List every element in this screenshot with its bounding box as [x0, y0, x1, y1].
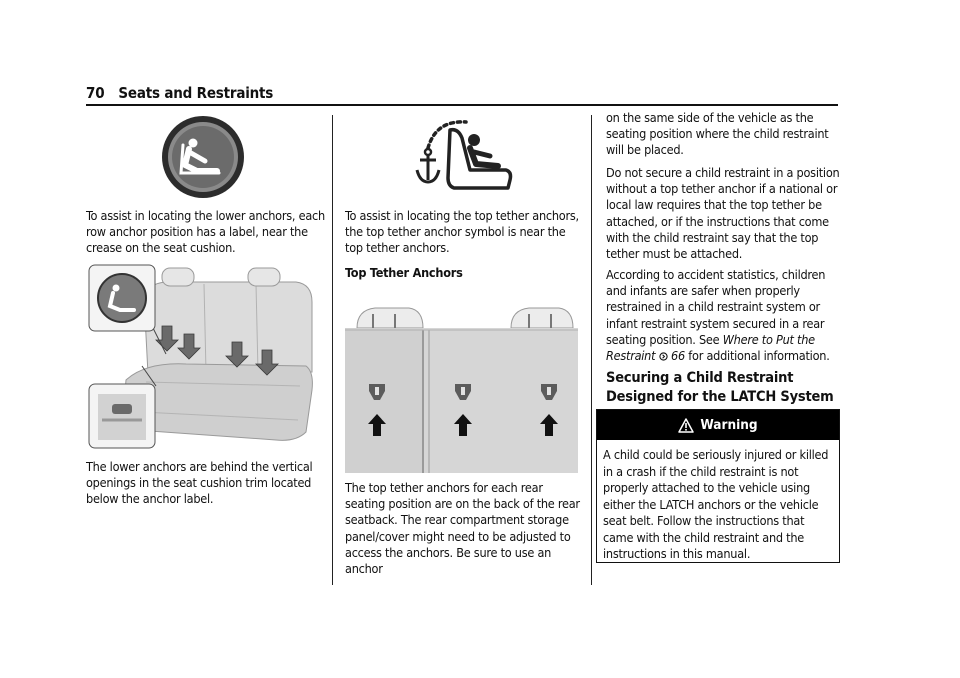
top-tether-symbol-text: To assist in locating the top tether anchors, the top tether anchor symbol is near the top tether anchors. [345, 208, 579, 256]
page-reference-number[interactable]: 66 [671, 348, 685, 364]
warning-header [597, 410, 839, 440]
warning-triangle-icon [678, 418, 694, 433]
page-header [86, 84, 273, 102]
accident-statistics-text [606, 267, 840, 364]
where-to-put-restraint-link[interactable]: Where to Put the Restraint [606, 331, 815, 364]
same-side-text: on the same side of the vehicle as the seating position where the child restraint will be placed. [606, 110, 829, 158]
lower-anchor-location-text: The lower anchors are behind the vertical openings in the seat cushion trim located below the anchor label. [86, 459, 313, 507]
lower-anchor-symbol-icon [161, 115, 245, 199]
top-tether-law-text: Do not secure a child restraint in a position without a top tether anchor if a national or local law requires that the top tether be attached, or if the instructions that come with the child restraint say that the top tether must be attached. [606, 165, 840, 262]
lower-anchor-label-text: To assist in locating the lower anchors, each row anchor position has a label, near the crease on the seat cushion. [86, 208, 325, 256]
top-tether-anchor-symbol-icon [414, 118, 514, 194]
warning-label: Warning [700, 417, 758, 433]
column-divider-2 [591, 115, 592, 585]
page-ref-arrow-icon [659, 352, 668, 361]
page-number: 70 [86, 84, 105, 102]
rear-seatback-tether-anchors-illustration [345, 300, 578, 473]
column-divider-1 [332, 115, 333, 585]
warning-box [596, 409, 840, 563]
top-tether-location-text: The top tether anchors for each rear seating position are on the back of the rear seatback. The rear compartment storage panel/cover might need to be adjusted to access the anchors. Be sure to use an anchor [345, 480, 580, 577]
rear-seat-lower-anchors-illustration [86, 262, 314, 450]
warning-text: A child could be seriously injured or killed in a crash if the child restraint is not properly attached to the vehicle using either the LATCH anchors or the vehicle seat belt. Follow the instructions that came with the child restraint and the instructions in this manual. [603, 447, 829, 561]
additional-info-text: for additional information. [684, 348, 830, 364]
section-title: Seats and Restraints [118, 84, 274, 102]
header-rule [86, 104, 838, 106]
accident-statistics-body: According to accident statistics, children and infants are safer when properly restrained in a child restraint system or infant restraint system secured in a rear seating position. See [606, 267, 826, 347]
top-tether-anchors-subhead: Top Tether Anchors [345, 265, 463, 280]
latch-section-heading: Securing a Child Restraint Designed for the LATCH System [606, 370, 834, 405]
